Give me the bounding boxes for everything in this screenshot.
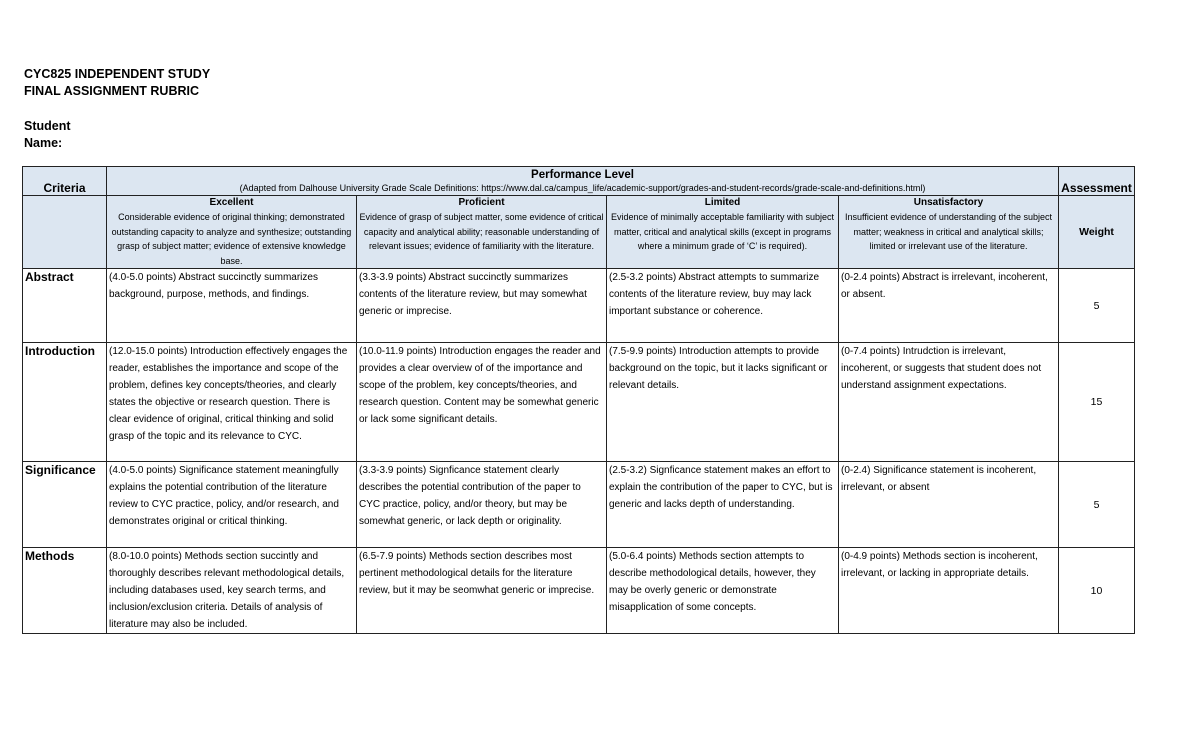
level-proficient bbox=[357, 196, 607, 269]
weight-header: Weight bbox=[1059, 196, 1135, 269]
level-unsatisfactory bbox=[839, 196, 1059, 269]
level-description: Evidence of grasp of subject matter, some evidence of critical capacity and analytical ability; reasonable understanding of relevant issues; evidence of familiarity with the literature. bbox=[359, 212, 604, 251]
level-excellent bbox=[107, 196, 357, 269]
table-row bbox=[23, 269, 1135, 343]
proficient-cell: (10.0-11.9 points) Introduction engages the reader and provides a clear overview of of the importance and scope of the problem, key concepts/theories, and research question. Content may be somewhat generic or lack some significant details. bbox=[357, 343, 607, 462]
weight-cell: 5 bbox=[1059, 462, 1135, 548]
student-name-label-2: Name: bbox=[24, 136, 63, 150]
criterion-label: Methods bbox=[23, 548, 107, 634]
rubric-table bbox=[22, 166, 1135, 634]
criterion-label: Abstract bbox=[23, 269, 107, 343]
excellent-cell: (4.0-5.0 points) Abstract succinctly summarizes background, purpose, methods, and findings. bbox=[107, 269, 357, 343]
document-header bbox=[24, 66, 210, 152]
limited-cell: (5.0-6.4 points) Methods section attempts to describe methodological details, however, they may be overly generic or demonstrate misapplication of some concepts. bbox=[607, 548, 839, 634]
proficient-cell: (6.5-7.9 points) Methods section describes most pertinent methodological details for the literature review, but it may be seomwhat generic or imprecise. bbox=[357, 548, 607, 634]
level-name: Limited bbox=[704, 197, 741, 208]
proficient-cell: (3.3-3.9 points) Signficance statement clearly describes the potential contribution of the paper to CYC practice, policy, and/or theory, but may be somewhat generic, or lack depth or originality. bbox=[357, 462, 607, 548]
limited-cell: (7.5-9.9 points) Introduction attempts to provide background on the topic, but it lacks significant or relevant details. bbox=[607, 343, 839, 462]
level-description: Insufficient evidence of understanding of the subject matter; weakness in critical and analytical skills; limited or irrelevant use of the literature. bbox=[845, 212, 1052, 251]
criterion-label: Introduction bbox=[23, 343, 107, 462]
assessment-header: Assessment bbox=[1059, 167, 1135, 196]
criteria-header: Criteria bbox=[23, 167, 107, 196]
proficient-cell: (3.3-3.9 points) Abstract succinctly summarizes contents of the literature review, but may somewhat generic or imprecise. bbox=[357, 269, 607, 343]
student-name-label: Student bbox=[24, 119, 71, 133]
performance-level-title: Performance Level bbox=[531, 169, 634, 181]
table-row bbox=[23, 462, 1135, 548]
excellent-cell: (8.0-10.0 points) Methods section succintly and thoroughly describes relevant methodological details, including databases used, key search terms, and inclusion/exclusion criteria. Details of analysis of literature may also be included. bbox=[107, 548, 357, 634]
unsatisfactory-cell: (0-4.9 points) Methods section is incoherent, irrelevant, or lacking in appropriate details. bbox=[839, 548, 1059, 634]
weight-cell: 5 bbox=[1059, 269, 1135, 343]
limited-cell: (2.5-3.2) Signficance statement makes an effort to explain the contribution of the paper to CYC, but is generic and lacks depth of understanding. bbox=[607, 462, 839, 548]
unsatisfactory-cell: (0-2.4 points) Abstract is irrelevant, incoherent, or absent. bbox=[839, 269, 1059, 343]
weight-cell: 15 bbox=[1059, 343, 1135, 462]
excellent-cell: (4.0-5.0 points) Significance statement meaningfully explains the potential contribution of the literature review to CYC practice, policy, and/or research, and demonstrates original or critical thinking. bbox=[107, 462, 357, 548]
excellent-cell: (12.0-15.0 points) Introduction effectively engages the reader, establishes the importance and scope of the problem, defines key concepts/theories, and clearly states the objective or research question. There is clear evidence of original, critical thinking and solid grasp of the topic and its relevance to CYC. bbox=[107, 343, 357, 462]
criterion-label: Significance bbox=[23, 462, 107, 548]
unsatisfactory-cell: (0-2.4) Significance statement is incoherent, irrelevant, or absent bbox=[839, 462, 1059, 548]
performance-level-source: (Adapted from Dalhouse University Grade Scale Definitions: https://www.dal.ca/campus_life/academic-support/grades-and-student-records/grade-scale-and-definitions.html) bbox=[239, 183, 926, 193]
table-row bbox=[23, 548, 1135, 634]
level-name: Unsatisfactory bbox=[913, 197, 984, 208]
level-name: Excellent bbox=[209, 197, 254, 208]
table-row bbox=[23, 343, 1135, 462]
criteria-blank-cell bbox=[23, 196, 107, 269]
performance-level-header bbox=[107, 167, 1059, 196]
level-limited bbox=[607, 196, 839, 269]
unsatisfactory-cell: (0-7.4 points) Intrudction is irrelevant, incoherent, or suggests that student does not understand assignment expectations. bbox=[839, 343, 1059, 462]
course-title: CYC825 INDEPENDENT STUDY bbox=[24, 67, 211, 81]
limited-cell: (2.5-3.2 points) Abstract attempts to summarize contents of the literature review, buy may lack important substance or coherence. bbox=[607, 269, 839, 343]
level-description: Evidence of minimally acceptable familiarity with subject matter, critical and analytical skills (except in programs where a minimum grade of ‘C’ is required). bbox=[610, 212, 835, 251]
weight-cell: 10 bbox=[1059, 548, 1135, 634]
rubric-title: FINAL ASSIGNMENT RUBRIC bbox=[24, 84, 199, 98]
level-name: Proficient bbox=[458, 197, 505, 208]
level-description: Considerable evidence of original thinking; demonstrated outstanding capacity to analyze and synthesize; outstanding grasp of subject matter; evidence of extensive knowledge base. bbox=[111, 212, 352, 266]
